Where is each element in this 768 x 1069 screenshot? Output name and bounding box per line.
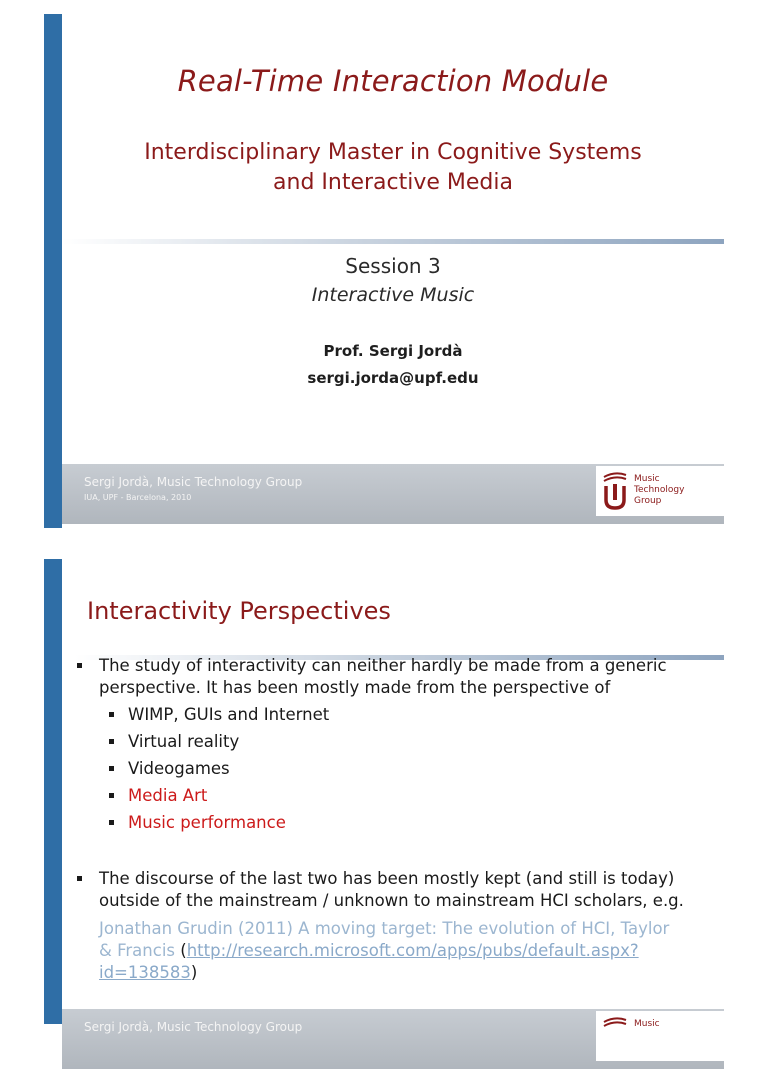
logo-line-group: Group [634, 496, 662, 506]
sub-bullet-virtual-reality [128, 731, 688, 753]
reference-paren-close: ) [190, 963, 198, 982]
logo-line-music: Music [634, 474, 660, 484]
program-subtitle [62, 138, 724, 198]
program-subtitle-line-2: and Interactive Media [273, 170, 513, 195]
sub-bullet-videogames [128, 758, 688, 780]
footer-author: Sergi Jordà, Music Technology Group [84, 1020, 303, 1034]
reference-url-link[interactable]: http://research.microsoft.com/apps/pubs/default.aspx? [186, 941, 639, 960]
session-topic: Interactive Music [311, 284, 475, 306]
mtg-logo-text [634, 474, 684, 507]
session-number: Session 3 [345, 254, 441, 278]
slide-title: Interactivity Perspectives [87, 597, 391, 625]
sub-bullet-label: Media Art [128, 786, 208, 805]
mtg-logo [596, 1011, 724, 1061]
bullet-text-line: perspective. It has been mostly made from the perspective of [99, 678, 611, 697]
content-slide [0, 559, 768, 1034]
reference-citation [99, 918, 709, 984]
bullet-marker [109, 793, 114, 798]
divider-rule [62, 239, 724, 244]
professor-email: sergi.jorda@upf.edu [307, 369, 479, 387]
reference-paren-open: ( [175, 941, 187, 960]
reference-title-line[interactable]: Jonathan Grudin (2011) A moving target: The evolution of HCI, Taylor [99, 919, 670, 938]
reference-url-link-cont[interactable]: id=138583 [99, 963, 191, 982]
sub-bullet-label: Videogames [128, 759, 230, 778]
footer-place: IUA, UPF - Barcelona, 2010 [84, 493, 192, 502]
slide-footer [62, 464, 724, 524]
bullet-text-line: The discourse of the last two has been mostly kept (and still is today) [99, 869, 675, 888]
sub-bullet-media-art [128, 785, 688, 807]
bullet-marker [109, 766, 114, 771]
mtg-logo [596, 466, 724, 516]
sub-bullet-music-performance [128, 812, 688, 834]
bullet-marker [109, 820, 114, 825]
sub-bullet-wimp [128, 704, 688, 726]
logo-line-technology: Technology [634, 485, 685, 495]
bullet-marker [109, 739, 114, 744]
bullet-item [99, 655, 709, 699]
sub-bullet-label: WIMP, GUIs and Internet [128, 705, 330, 724]
module-title: Real-Time Interaction Module [177, 64, 609, 98]
footer-author: Sergi Jordà, Music Technology Group [84, 475, 303, 489]
mtg-logo-icon [602, 1015, 628, 1057]
mtg-logo-text [634, 1019, 660, 1030]
bullet-marker [77, 663, 82, 668]
bullet-marker [109, 712, 114, 717]
reference-publisher[interactable]: & Francis [99, 941, 176, 960]
sub-bullet-label: Music performance [128, 813, 286, 832]
slide-accent-bar [44, 14, 62, 528]
title-slide [0, 14, 768, 528]
bullet-marker [77, 876, 82, 881]
sub-bullet-label: Virtual reality [128, 732, 240, 751]
bullet-item [99, 868, 709, 912]
mtg-logo-icon [602, 470, 628, 512]
program-subtitle-line-1: Interdisciplinary Master in Cognitive Systems [144, 140, 642, 165]
slide-footer [62, 1009, 724, 1069]
professor-name: Prof. Sergi Jordà [323, 342, 463, 360]
bullet-text-line: The study of interactivity can neither hardly be made from a generic [99, 656, 667, 675]
bullet-text-line: outside of the mainstream / unknown to mainstream HCI scholars, e.g. [99, 891, 684, 910]
logo-line-music: Music [634, 1019, 660, 1029]
slide-accent-bar [44, 559, 62, 1024]
